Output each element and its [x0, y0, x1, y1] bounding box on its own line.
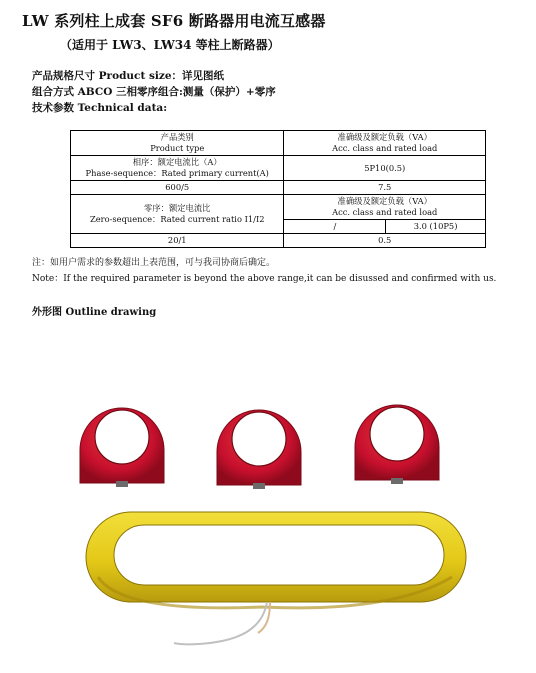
table-cell: 相序：额定电流比（A） Phase-sequence：Rated primary current(A) — [71, 156, 284, 181]
red-ring-ct-2 — [217, 410, 301, 489]
table-cell: 0.5 — [284, 234, 486, 248]
yellow-ring-zero-sequence-ct — [86, 512, 466, 608]
table-cell: 20/1 — [71, 234, 284, 248]
product-size-line: 产品规格尺寸 Product size：详见图纸 — [32, 70, 225, 82]
combination-line: 组合方式 ABCO 三相零序组合:测量（保护）+零序 — [32, 86, 276, 98]
table-cell: 3.0 (10P5) — [386, 220, 486, 234]
red-ring-ct-3 — [355, 405, 439, 484]
technical-data-heading: 技术参数 Technical data: — [32, 102, 168, 114]
table-cell: 7.5 — [284, 181, 486, 195]
outline-drawing-heading: 外形图 Outline drawing — [32, 307, 157, 318]
table-cell: 产品类别 Product type — [71, 131, 284, 156]
table-row — [71, 195, 486, 220]
note-english: Note：If the required parameter is beyond the above range,it can be disussed and confirmed with us. — [32, 274, 497, 284]
table-row — [71, 181, 486, 195]
table-cell: 5P10(0.5) — [284, 156, 486, 181]
page-subtitle: （适用于 LW3、LW34 等柱上断路器） — [60, 38, 280, 52]
note-chinese: 注：如用户需求的参数超出上表范围，可与我司协商后确定。 — [32, 258, 276, 268]
technical-data-table — [70, 130, 486, 248]
table-cell: 零序：额定电流比 Zero-sequence：Rated current ratio I1/I2 — [71, 195, 284, 234]
page-title: LW 系列柱上成套 SF6 断路器用电流互感器 — [22, 12, 326, 30]
table-row — [71, 234, 486, 248]
table-row — [71, 156, 486, 181]
table-cell: / — [284, 220, 386, 234]
red-ring-ct-1 — [80, 408, 164, 487]
table-cell: 600/5 — [71, 181, 284, 195]
table-row — [71, 131, 486, 156]
table-cell: 准确级及额定负载（VA） Acc. class and rated load — [284, 131, 486, 156]
product-photo — [62, 355, 478, 673]
table-cell: 准确级及额定负载（VA） Acc. class and rated load — [284, 195, 486, 220]
